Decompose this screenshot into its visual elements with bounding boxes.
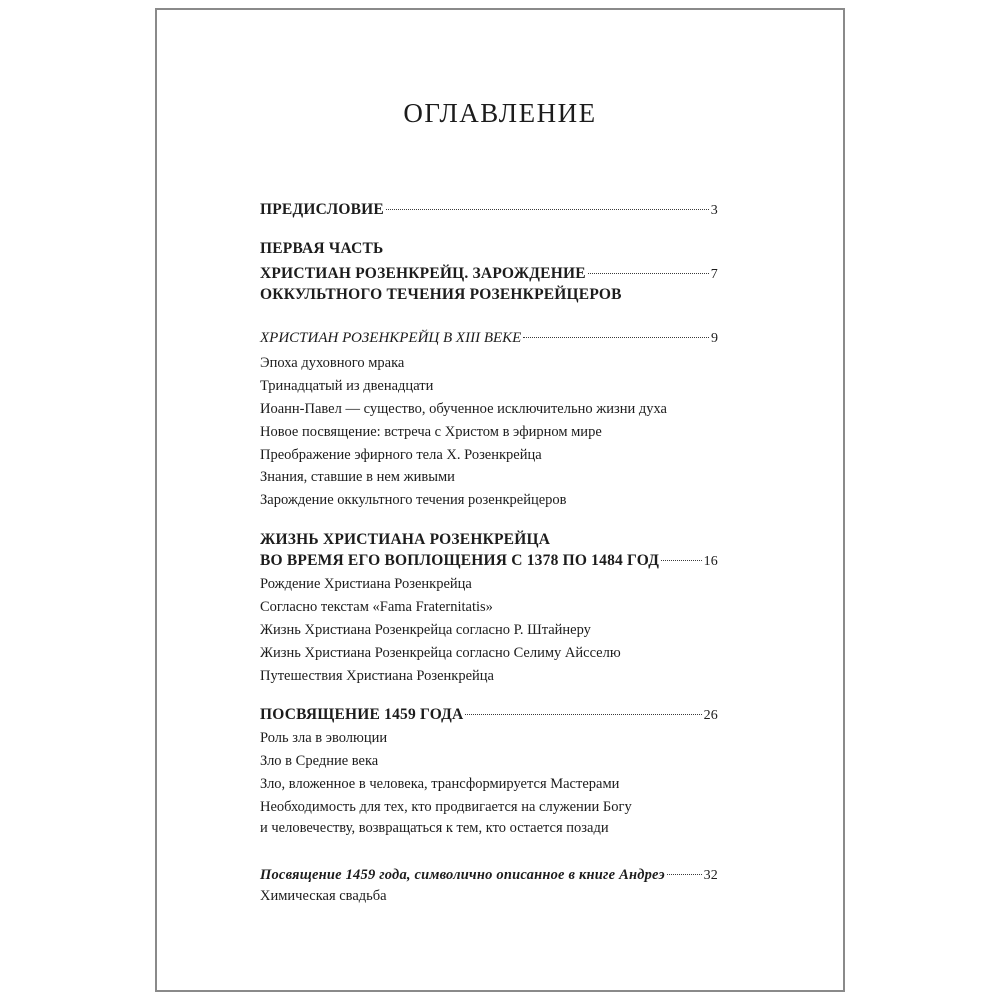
list-item: Роль зла в эволюции: [260, 730, 388, 746]
list-item: Эпоха духовного мрака: [260, 355, 405, 371]
toc-entry-part-one[interactable]: [260, 264, 718, 285]
list-item: и человечеству, возвращаться к тем, кто остается позади: [260, 820, 609, 836]
list-item: Новое посвящение: встреча с Христом в эфирном мире: [260, 424, 602, 440]
toc-entry-title: Посвящение 1459 года, символично описанное в книге Андреэ: [260, 867, 665, 883]
list-item: Путешествия Христиана Розенкрейца: [260, 668, 494, 684]
list-item: Иоанн-Павел — существо, обученное исключительно жизни духа: [260, 401, 667, 417]
toc-entry-title: ПОСВЯЩЕНИЕ 1459 ГОДА: [260, 706, 464, 723]
list-item: Рождение Христиана Розенкрейца: [260, 576, 472, 592]
toc-entry-chapter-4[interactable]: [260, 865, 718, 886]
dot-leader: [465, 714, 701, 715]
list-item: Жизнь Христиана Розенкрейца согласно Р. Штайнеру: [260, 622, 591, 638]
list-item: Необходимость для тех, кто продвигается на служении Богу: [260, 799, 632, 815]
toc-entry-title: ЖИЗНЬ ХРИСТИАНА РОЗЕНКРЕЙЦА: [260, 531, 551, 548]
list-item: Знания, ставшие в нем живыми: [260, 469, 455, 485]
toc-entry-title: ХРИСТИАН РОЗЕНКРЕЙЦ. ЗАРОЖДЕНИЕ: [260, 265, 586, 282]
list-item: Жизнь Христиана Розенкрейца согласно Селиму Айсселю: [260, 645, 621, 661]
toc-entry-title: ПРЕДИСЛОВИЕ: [260, 201, 384, 218]
toc-entry-chapter-3[interactable]: [260, 705, 718, 726]
part-label: ПЕРВАЯ ЧАСТЬ: [260, 240, 384, 257]
toc-page-number: 26: [703, 708, 718, 723]
page-title: ОГЛАВЛЕНИЕ: [403, 98, 597, 128]
list-item: Зло в Средние века: [260, 753, 379, 769]
list-item: Преображение эфирного тела Х. Розенкрейца: [260, 447, 542, 463]
toc-page-number: 32: [703, 868, 718, 883]
toc-page-number: 16: [703, 554, 718, 569]
toc-entry-chapter-1[interactable]: [260, 328, 718, 349]
dot-leader: [523, 337, 709, 338]
toc-page-number: 9: [711, 331, 718, 346]
toc-entry-chapter-2[interactable]: [260, 551, 718, 572]
toc-entry-title-continued: ОККУЛЬТНОГО ТЕЧЕНИЯ РОЗЕНКРЕЙЦЕРОВ: [260, 286, 622, 303]
list-item: Тринадцатый из двенадцати: [260, 378, 434, 394]
list-item: Химическая свадьба: [260, 888, 387, 904]
dot-leader: [386, 209, 709, 210]
list-item: Согласно текстам «Fama Fraternitatis»: [260, 599, 493, 615]
book-page: [155, 8, 845, 992]
toc-entry-preface[interactable]: [260, 200, 718, 221]
list-item: Зло, вложенное в человека, трансформируется Мастерами: [260, 776, 620, 792]
list-item: Зарождение оккультного течения розенкрейцеров: [260, 492, 567, 508]
dot-leader: [667, 874, 702, 875]
toc-entry-title-continued: ВО ВРЕМЯ ЕГО ВОПЛОЩЕНИЯ С 1378 ПО 1484 ГОД: [260, 552, 660, 569]
toc-page-number: 3: [710, 203, 718, 218]
dot-leader: [661, 560, 702, 561]
toc-entry-title: ХРИСТИАН РОЗЕНКРЕЙЦ В XIII ВЕКЕ: [260, 330, 522, 346]
dot-leader: [588, 273, 709, 274]
toc-page-number: 7: [710, 267, 718, 282]
